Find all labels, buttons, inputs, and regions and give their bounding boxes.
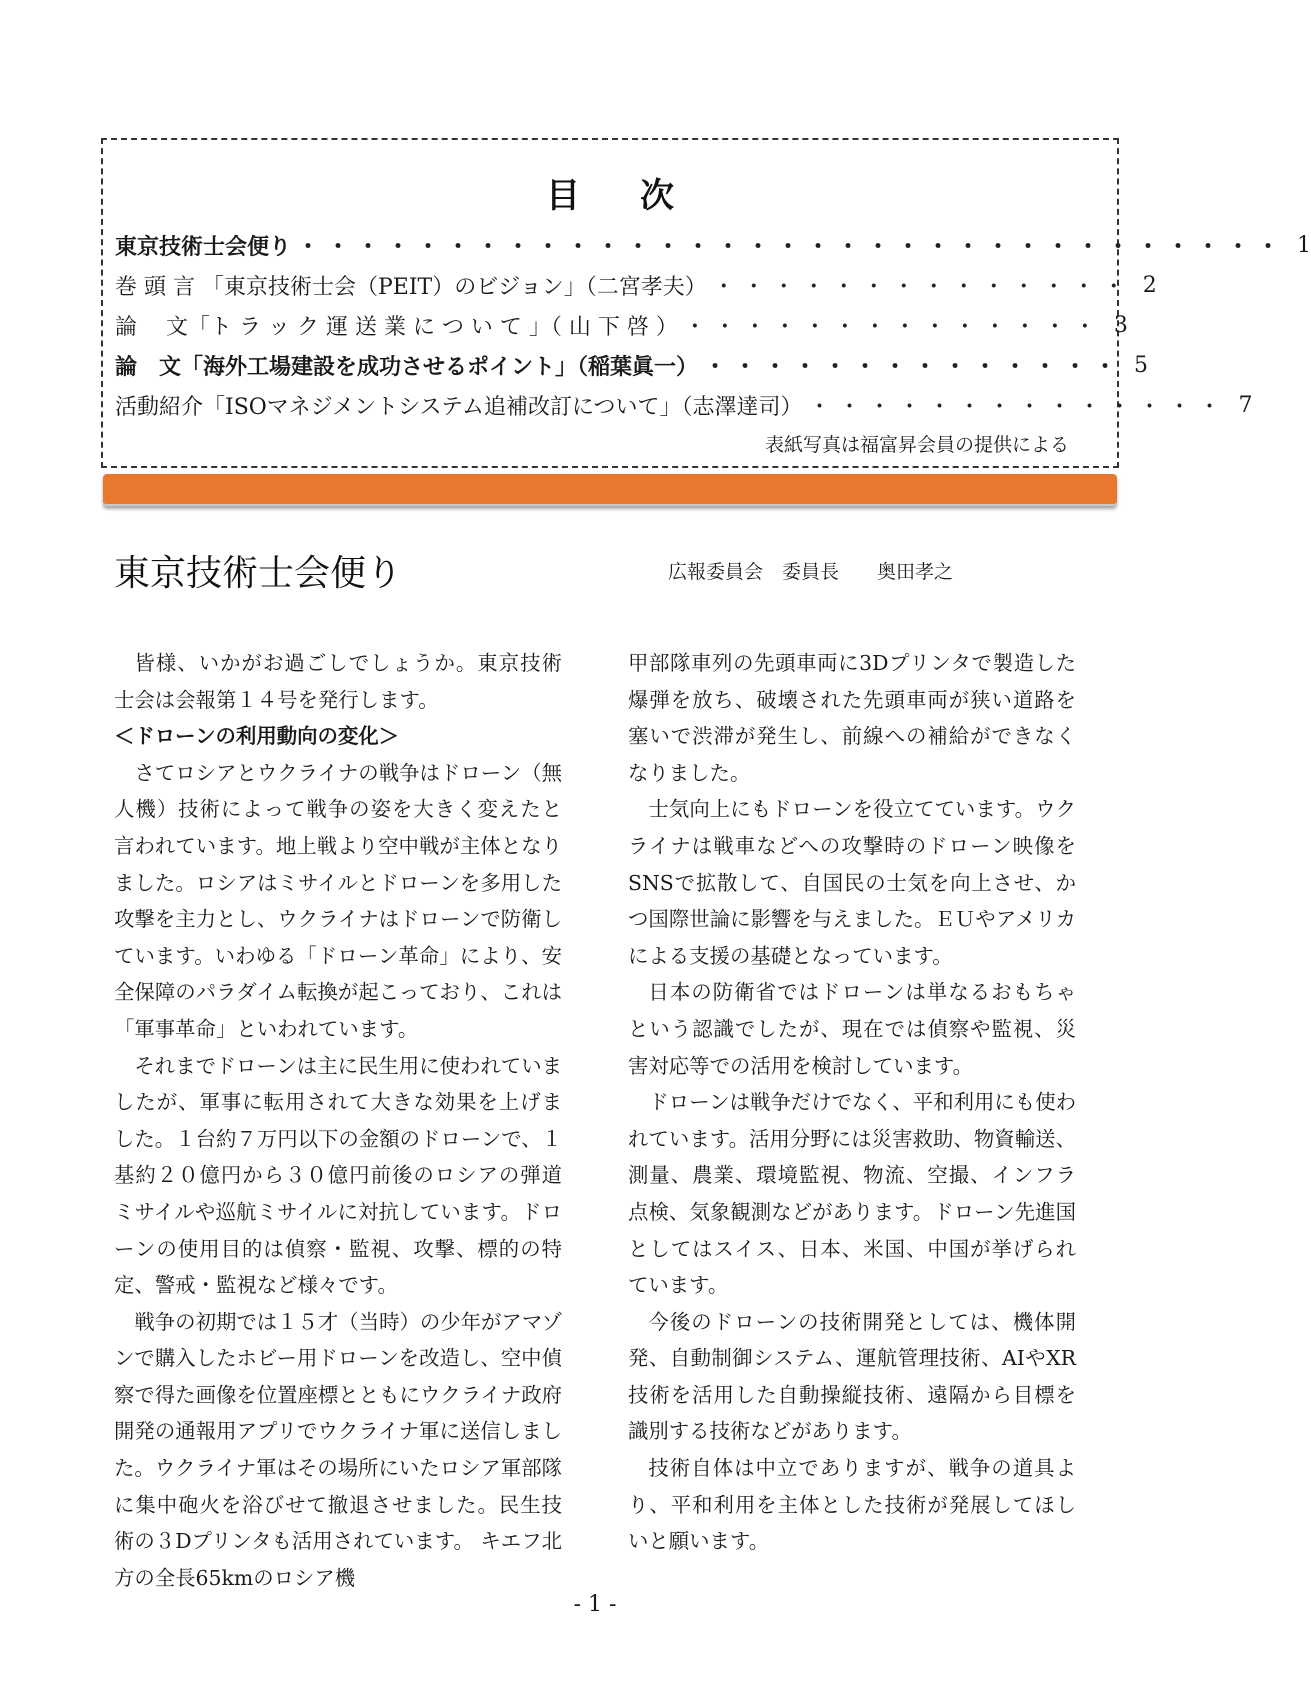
- paragraph: 甲部隊車列の先頭車両に3Dプリンタで製造した爆弾を放ち、破壊された先頭車両が狭い道路を塞いで渋滞が発生し、前線への補給ができなくなりました。: [628, 651, 1076, 785]
- paragraph: 技術自体は中立でありますが、戦争の道具より、平和利用を主体とした技術が発展してほしいと願います。: [628, 1456, 1076, 1554]
- paragraph: 今後のドローンの技術開発としては、機体開発、自動制御システム、運航管理技術、AIやXR技術を活用した自動操縦技術、遠隔から目標を識別する技術などがあります。: [628, 1309, 1076, 1444]
- toc-leader-dots: ・・・・・・・・・・・・・・: [712, 274, 1133, 300]
- paragraph: ドローンは戦争だけでなく、平和利用にも使われています。活用分野には災害救助、物資輸送、測量、農業、環境監視、物流、空撮、インフラ点検、気象観測などがあります。ドローン先進国としてはスイス、日本、米国、中国が挙げられています。: [628, 1090, 1076, 1298]
- toc-entry-title: 東京技術士会便り: [115, 234, 292, 260]
- paragraph: それまでドローンは主に民生用に使われていましたが、軍事に転用されて大きな効果を上げました。１台約７万円以下の金額のドローンで、１基約２０億円から３０億円前後のロシアの弾道ミサイルや巡航ミサイルに対抗しています。ドローンの使用目的は偵察・監視、攻撃、標的の特定、警戒・監視など様々です。: [114, 1053, 562, 1298]
- article-column-right: [628, 645, 1076, 1560]
- toc-title: 目次: [546, 176, 734, 216]
- toc-entry[interactable]: [115, 348, 1149, 382]
- paragraph: 日本の防衛省ではドローンは単なるおもちゃという認識でしたが、現在では偵察や監視、災害対応等での活用を検討しています。: [628, 980, 1076, 1078]
- toc-entry-title: 論 文「海外工場建設を成功させるポイント」（稲葉眞一）: [115, 353, 699, 380]
- toc-leader-dots: ・・・・・・・・・・・・・・: [808, 394, 1229, 420]
- toc-entry[interactable]: [115, 228, 1311, 262]
- toc-entry[interactable]: [115, 388, 1253, 422]
- paragraph: 士気向上にもドローンを役立てています。ウクライナは戦車などへの攻撃時のドローン映像をSNSで拡散して、自国民の士気を向上させ、かつ国際世論に影響を与えました。ＥＵやアメリカによる支援の基礎となっています。: [628, 797, 1076, 968]
- toc-page-number: 7: [1238, 392, 1253, 418]
- toc-entry[interactable]: [115, 308, 1128, 342]
- section-heading: ＜ドローンの利用動向の変化＞: [114, 724, 400, 749]
- paragraph: 戦争の初期では１５才（当時）の少年がアマゾンで購入したホビー用ドローンを改造し、空中偵察で得た画像を位置座標とともにウクライナ政府開発の通報用アプリでウクライナ軍に送信しました。ウクライナ軍はその場所にいたロシア軍部隊に集中砲火を浴びせて撤退させました。民生技術の３Dプリンタも活用されています。 キエフ北方の全長65kmのロシア機: [114, 1309, 562, 1590]
- page-number: - 1 -: [573, 1592, 617, 1617]
- toc-page-number: 2: [1142, 272, 1157, 298]
- toc-page-number: 3: [1113, 312, 1128, 338]
- toc-page-number: 1: [1297, 232, 1311, 258]
- toc-leader-dots: ・・・・・・・・・・・・・・・・・・・・・・・・・・・・・・・・・: [297, 234, 1288, 260]
- toc-entry-title: 活動紹介「ISOマネジメントシステム追補改訂について」（志澤達司）: [115, 394, 803, 420]
- table-of-contents: [101, 138, 1311, 468]
- paragraph: 皆様、いかがお過ごしでしょうか。東京技術士会は会報第１４号を発行します。: [114, 651, 562, 712]
- divider-bar: [103, 474, 1117, 506]
- article-column-left: [114, 645, 562, 1596]
- toc-entry-title: 巻 頭 言 「東京技術士会（PEIT）のビジョン」（二宮孝夫）: [115, 274, 707, 300]
- paragraph: さてロシアとウクライナの戦争はドローン（無人機）技術によって戦争の姿を大きく変えたと言われています。地上戦より空中戦が主体となりました。ロシアはミサイルとドローンを多用した攻撃を主力とし、ウクライナはドローンで防衛しています。いわゆる「ドローン革命」により、安全保障のパラダイム転換が起こっており、これは「軍事革命」といわれています。: [114, 760, 562, 1041]
- toc-leader-dots: ・・・・・・・・・・・・・・: [683, 314, 1104, 340]
- toc-entry-title: 論 文「ト ラ ッ ク 運 送 業 に つ い て 」（ 山 下 啓 ）: [115, 314, 678, 340]
- toc-leader-dots: ・・・・・・・・・・・・・・: [704, 353, 1125, 380]
- toc-entry[interactable]: [115, 268, 1157, 302]
- article-byline: 広報委員会 委員長 奥田孝之: [668, 561, 954, 583]
- article-title: 東京技術士会便り: [114, 553, 403, 594]
- cover-photo-credit: 表紙写真は福富昇会員の提供による: [764, 434, 1069, 456]
- toc-page-number: 5: [1134, 352, 1149, 378]
